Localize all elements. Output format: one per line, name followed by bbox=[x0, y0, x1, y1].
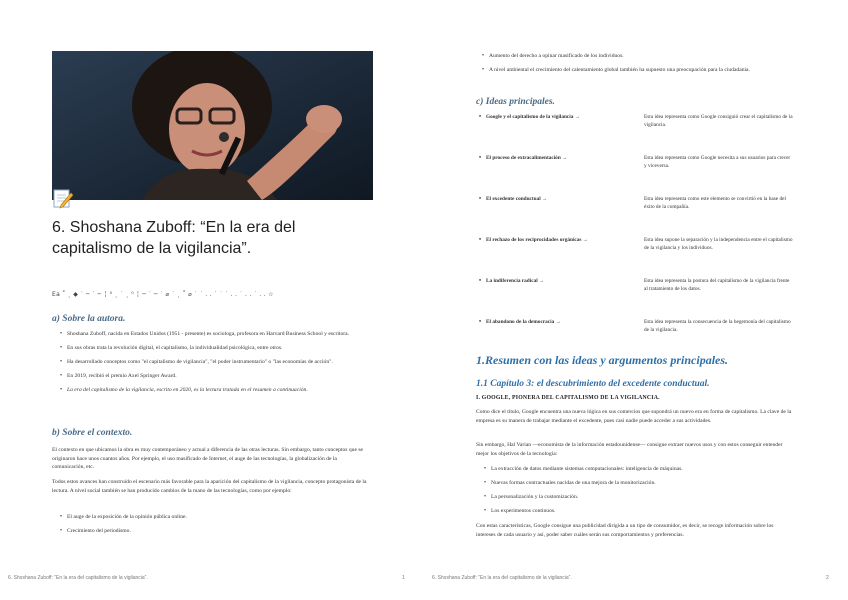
idea-description: Esta idea supone la separación y la independencia entre el capitalismo de la vigilancia y los individuos. bbox=[644, 237, 793, 252]
list-item: • Ha desarrollado conceptos como "el capitalismo de vigilancia", "el poder instrumentario" o "las economías de acción". bbox=[60, 358, 370, 367]
section-heading-contexto: b) Sobre el contexto. bbox=[52, 428, 133, 438]
page-number: 2 bbox=[826, 575, 829, 581]
list-item: • Shoshana Zuboff, nacida en Estados Unidos (1951 - presente) es sociologa, profesora en Harvard Business School y escritora. bbox=[60, 330, 370, 339]
capitulo-heading: 1.1 Capítulo 3: el descubrimiento del excedente conductual. bbox=[476, 379, 710, 389]
list-item: • Nuevas formas contractuales nacidas de una mejora de la monitorización. bbox=[484, 479, 794, 488]
section-heading-autora: a) Sobre la autora. bbox=[52, 314, 126, 324]
contexto-list bbox=[60, 513, 370, 541]
resumen-heading: 1.Resumen con las ideas y argumentos principales. bbox=[476, 353, 729, 367]
idea-label: • El abandono de la democracia → bbox=[476, 318, 646, 326]
note-edit-icon bbox=[52, 187, 74, 209]
idea-description: Esta idea representa como Google consiguió crear el capitalismo de la vigilancia. bbox=[644, 114, 793, 129]
decorative-symbols: Ea ˚ ˛ ◆ ˙ ─ ˙ ─ ╎ ⁰ ˛ ˙ ˛ ⁰ ╎ ─ ˙ ─ ˙ ⌀ ˙ ˛ ˚ ⌀ ˙ ˙ . . ˙ ˙ ˙ . . ˙ . . ˙ . . ☆ bbox=[52, 291, 274, 298]
list-item: • La era del capitalismo de la vigilancia, escrito en 2020, es la lectura tratada en el resumen a continuación. bbox=[60, 386, 370, 395]
list-item: • A nivel ambiental el crecimiento del calentamiento global también ha supuesto una preocupación para la ciudadanía. bbox=[482, 66, 792, 75]
autora-list bbox=[60, 330, 370, 400]
idea-row bbox=[476, 195, 796, 225]
list-item: • En sus obras trata la revolución digital, el capitalismo, la individualidad psicológica, entre otros. bbox=[60, 344, 370, 353]
idea-label: • El rechazo de los reciprocidades orgánicas → bbox=[476, 236, 646, 244]
list-item: • En 2019, recibió el premio Axel Springer Award. bbox=[60, 372, 370, 381]
page-footer: 6. Shoshana Zuboff: “En la era del capitalismo de la vigilancia”. bbox=[8, 575, 148, 581]
idea-row bbox=[476, 318, 796, 348]
list-item: • La extracción de datos mediante sistemas computacionales: inteligencia de máquinas. bbox=[484, 465, 794, 474]
idea-label: • La indiferencia radical → bbox=[476, 277, 646, 285]
list-item: • Aumento del derecho a opinar masificado de los individuos. bbox=[482, 52, 792, 61]
list-item: • La personalización y la customización. bbox=[484, 493, 794, 502]
idea-label: • Google y el capitalismo de la vigilancia → bbox=[476, 113, 646, 121]
idea-row bbox=[476, 236, 796, 266]
idea-label: • El proceso de extracalimentación → bbox=[476, 154, 646, 162]
idea-row bbox=[476, 113, 796, 143]
contexto-paragraph-2: Todos estos avances han construido el escenario más favorable para la aparición del capitalismo de la vigilancia, concepto protagonista de la lectura. A nivel social también se han producido cambios de la mano de las tecnologías, como por ejemplo: bbox=[52, 479, 367, 494]
top-list bbox=[482, 52, 792, 80]
chapter-title: 6. Shoshana Zuboff: “En la era del capitalismo de la vigilancia”. bbox=[52, 219, 296, 257]
page-footer: 6. Shoshana Zuboff: “En la era del capitalismo de la vigilancia”. bbox=[432, 575, 572, 581]
idea-label: • El excedente conductual → bbox=[476, 195, 646, 203]
idea-description: Esta idea representa como este elemento se convirtió en la base del éxito de la compañía. bbox=[644, 196, 786, 211]
author-photo bbox=[52, 51, 373, 200]
contexto-paragraph-1: El contexto en que ubicamos la obra es muy contemporáneo y actual a diferencia de las otras lecturas. Sin embargo, tanto conceptos que se originaron hace unos cuantos años. Por ejemplo, el uso masificado de Internet, el auge de las tecnologías, la globalización de la comunicación, etc. bbox=[52, 447, 364, 471]
list-item: • Crecimiento del periodismo. bbox=[60, 527, 370, 536]
idea-row bbox=[476, 277, 796, 307]
subsection-heading: I. GOOGLE, PIONERA DEL CAPITALISMO DE LA VIGILANCIA. bbox=[476, 395, 660, 401]
page-2 bbox=[424, 0, 848, 600]
resumen-paragraph-1: Como dice el título, Google encuentra una nueva lógica en sus comercios que supondrá un nuevo era en forma de capitalismo. La clave de la empresa es su manera de trabajar mediante el excedente, pues casi nadie puede acceder a sus actividades. bbox=[476, 409, 792, 424]
idea-description: Esta idea representa la postura del capitalismo de la vigilancia frente al tratamiento de los datos. bbox=[644, 278, 790, 293]
resumen-paragraph-2: Sin embargo, Hal Varian —economista de la información estadounidense— consigue extraer nuevos usos y con estos conseguir entender mejor los objetivos de la tecnología: bbox=[476, 442, 783, 457]
idea-description: Esta idea representa la consecuencia de la hegemonía del capitalismo de la vigilancia. bbox=[644, 319, 791, 334]
idea-row bbox=[476, 154, 796, 184]
resumen-list bbox=[484, 465, 794, 521]
page-number: 1 bbox=[402, 575, 405, 581]
idea-description: Esta idea representa como Google necesita a sus usuarios para crecer y viceversa. bbox=[644, 155, 791, 170]
resumen-paragraph-3: Con estas características, Google consigue una publicidad dirigida a un tipo de consumidor, es decir, se recoge información sobre los intereses de cada usuario y así, poder saber cuáles serán sus comportamientos y preferencias. bbox=[476, 523, 774, 538]
list-item: • Los experimentos continuos. bbox=[484, 507, 794, 516]
section-heading-ideas: c) Ideas principales. bbox=[476, 97, 555, 107]
list-item: • El auge de la exposición de la opinión pública online. bbox=[60, 513, 370, 522]
